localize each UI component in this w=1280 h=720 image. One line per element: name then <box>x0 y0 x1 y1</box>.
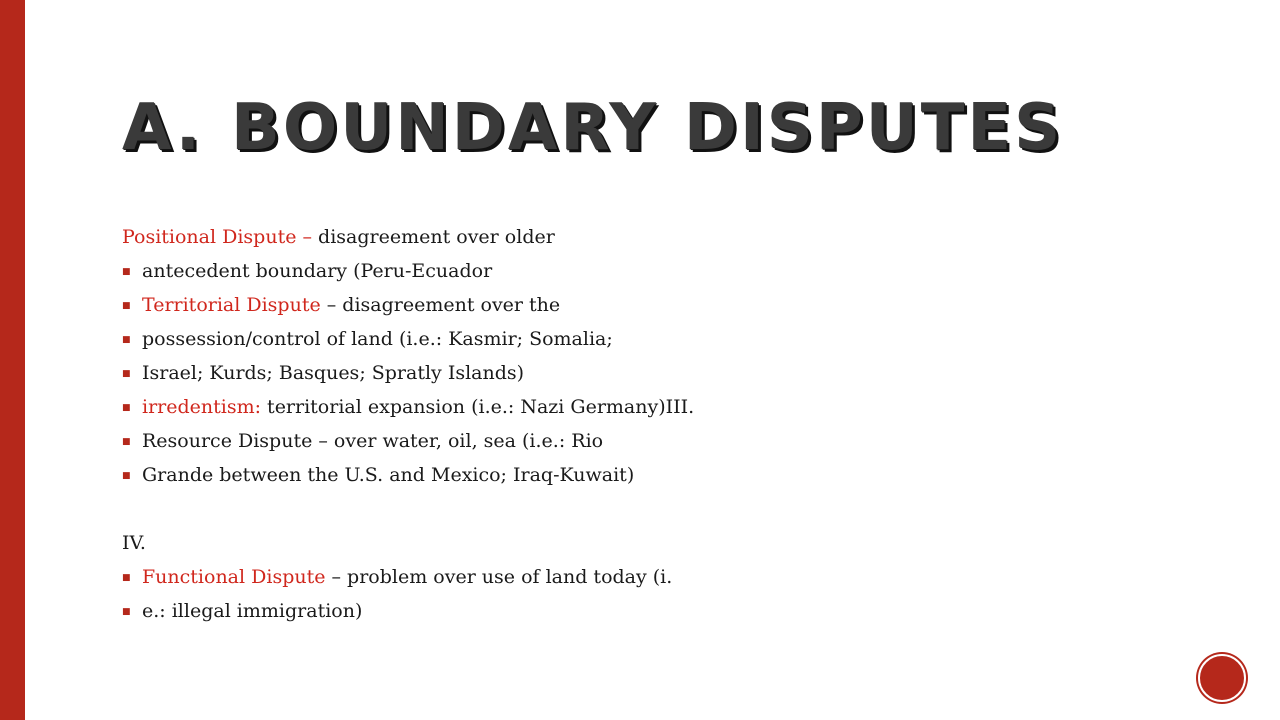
bullet-item <box>122 254 1122 288</box>
highlighted-term: Positional Dispute – <box>122 226 312 248</box>
bullet-square-icon: ■ <box>122 471 131 481</box>
accent-bar <box>0 0 25 720</box>
line-text: possession/control of land (i.e.: Kasmir; Somalia; <box>142 328 613 350</box>
line-text: – problem over use of land today (i. <box>325 566 673 588</box>
title-prefix: A. <box>122 91 204 165</box>
slide-number-badge <box>1198 654 1246 702</box>
slide-title <box>122 91 1064 165</box>
bullet-square-icon: ■ <box>122 573 131 583</box>
line-text: Israel; Kurds; Basques; Spratly Islands) <box>142 362 525 384</box>
text-line <box>122 526 1122 560</box>
line-text: Resource Dispute – over water, oil, sea (i.e.: Rio <box>142 430 604 452</box>
line-text: territorial expansion (i.e.: Nazi Germany)III. <box>261 396 695 418</box>
highlighted-term: Territorial Dispute <box>142 294 321 316</box>
bullet-item <box>122 356 1122 390</box>
bullet-square-icon: ■ <box>122 369 131 379</box>
bullet-square-icon: ■ <box>122 403 131 413</box>
line-text: Grande between the U.S. and Mexico; Iraq-Kuwait) <box>142 464 635 486</box>
bullet-item <box>122 458 1122 492</box>
bullet-item <box>122 288 1122 322</box>
line-text: – disagreement over the <box>320 294 561 316</box>
bullet-square-icon: ■ <box>122 301 131 311</box>
highlighted-term: irredentism: <box>142 396 262 418</box>
bullet-square-icon: ■ <box>122 607 131 617</box>
bullet-square-icon: ■ <box>122 267 131 277</box>
bullet-item <box>122 424 1122 458</box>
blank-line <box>122 492 1122 526</box>
bullet-item <box>122 594 1122 628</box>
line-text: IV. <box>122 532 146 554</box>
bullet-item <box>122 390 1122 424</box>
bullet-square-icon: ■ <box>122 437 131 447</box>
line-text: disagreement over older <box>312 226 555 248</box>
bullet-item <box>122 560 1122 594</box>
highlighted-term: Functional Dispute <box>142 566 326 588</box>
slide-body <box>122 220 1122 628</box>
title-main: BOUNDARY DISPUTES <box>231 91 1064 165</box>
bullet-square-icon: ■ <box>122 335 131 345</box>
text-line <box>122 220 1122 254</box>
line-text: antecedent boundary (Peru-Ecuador <box>142 260 493 282</box>
bullet-item <box>122 322 1122 356</box>
line-text: e.: illegal immigration) <box>142 600 363 622</box>
